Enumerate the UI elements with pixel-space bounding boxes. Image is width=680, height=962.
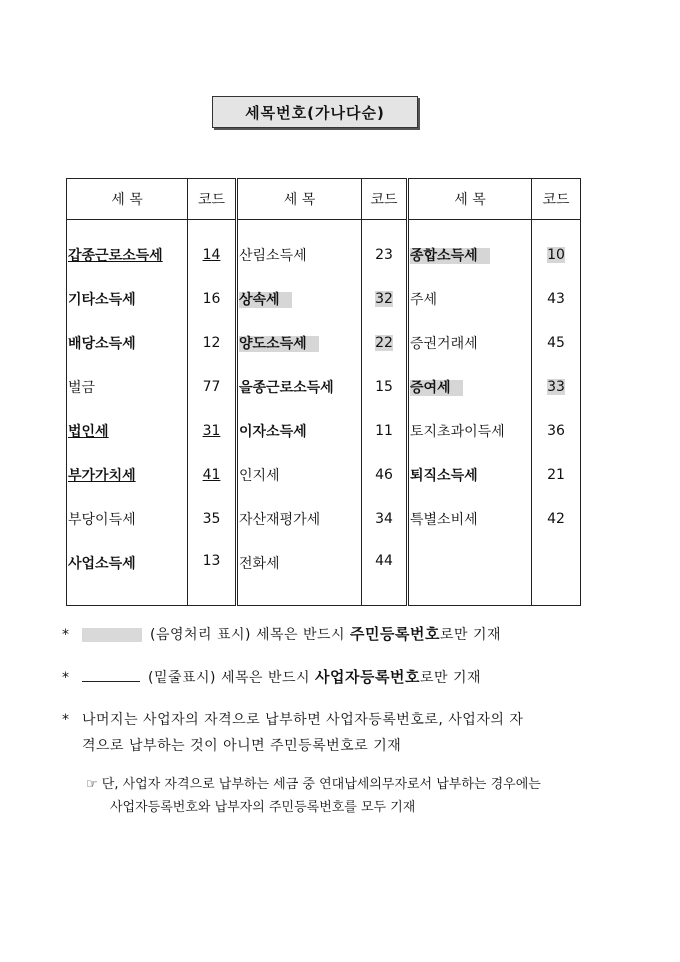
tax-code: 43 [547,291,565,307]
tax-item-name: 자산재평가세 [239,512,321,528]
tax-code: 33 [547,379,565,395]
note-bullet: * [62,670,70,686]
tax-item-name: 종합소득세 [410,248,490,264]
tax-code-cell [188,365,237,409]
note-text: 로만 기재 [419,670,481,686]
tax-code-cell [188,541,237,606]
tax-code-cell [532,321,581,365]
note-bullet: * [62,712,70,728]
tax-code: 22 [375,335,393,351]
tax-code-cell [532,497,581,541]
tax-code-cell [362,541,408,606]
tax-item-name: 인지세 [239,468,280,484]
tax-code-cell [188,453,237,497]
tax-item-name: 을종근로소득세 [239,380,334,396]
tax-code: 36 [547,423,565,439]
tax-item-cell [408,321,532,365]
note-others [62,709,523,729]
tax-code-cell [188,497,237,541]
tax-item-cell [67,409,188,453]
tax-item-cell [237,541,362,606]
tax-code-cell [362,453,408,497]
note-text-cont: 격으로 납부하는 것이 아니면 주민등록번호로 기재 [82,738,402,754]
tax-item-cell [67,277,188,321]
tax-item-cell [408,220,532,278]
tax-code-cell [362,409,408,453]
tax-item-name: 법인세 [68,424,109,440]
tax-item-cell [237,277,362,321]
tax-code-cell [362,321,408,365]
tax-code: 23 [375,246,393,263]
tax-item-cell [237,453,362,497]
tax-code: 34 [375,511,393,527]
note-bullet: * [62,627,70,643]
tax-item-name: 특별소비세 [410,512,478,528]
tax-item-cell [408,365,532,409]
sub-note-text: 단, 사업자 자격으로 납부하는 세금 중 연대납세의무자로서 납부하는 경우에는 [101,777,541,792]
table-row [67,541,581,606]
note-text: 나머지는 사업자의 자격으로 납부하면 사업자등록번호로, 사업자의 자 [82,712,524,728]
tax-item-name: 산림소득세 [239,247,307,264]
tax-item-cell [67,497,188,541]
underline-sample [82,669,140,682]
table-row [67,321,581,365]
tax-code-cell [188,277,237,321]
tax-code: 15 [375,379,393,395]
tax-item-cell [408,277,532,321]
tax-item-name: 사업소득세 [68,556,136,572]
table-row [67,409,581,453]
tax-item-name: 기타소득세 [68,292,136,308]
tax-item-name: 증여세 [410,380,463,396]
tax-item-name: 증권거래세 [410,336,478,352]
tax-item-name: 양도소득세 [239,336,319,352]
tax-item-cell [237,321,362,365]
table-row [67,277,581,321]
tax-code-cell [532,409,581,453]
tax-code-cell [362,277,408,321]
tax-item-name: 이자소득세 [239,424,307,440]
tax-code-cell [532,277,581,321]
tax-code: 77 [202,379,221,395]
tax-item-name: 배당소득세 [68,336,136,352]
tax-code: 21 [547,467,565,483]
table-row [67,365,581,409]
tax-code: 13 [202,553,221,569]
tax-code: 46 [375,467,393,483]
tax-code-cell [532,365,581,409]
note-text: 로만 기재 [439,627,502,643]
tax-code-cell [188,321,237,365]
tax-code: 11 [375,423,393,439]
note-text: (밑줄표시) 세목은 반드시 [148,670,316,686]
hand-point-icon: ☞ [86,777,98,792]
header-tax-item: 세 목 [237,179,362,220]
table-row [67,497,581,541]
tax-code: 45 [547,335,565,351]
sub-note-cont: 사업자등록번호와 납부자의 주민등록번호를 모두 기재 [110,800,416,815]
tax-code-cell [532,220,581,278]
tax-item-name: 주세 [410,292,438,308]
table-row [67,220,581,278]
table-header-row [67,179,581,220]
shade-swatch [82,628,142,642]
page-title: 세목번호(가나다순) [212,96,418,128]
tax-item-cell [237,220,362,278]
note-emphasis: 주민등록번호 [350,625,440,643]
tax-code-cell [362,365,408,409]
tax-item-name: 상속세 [239,292,292,308]
tax-item-name: 부당이득세 [68,512,136,528]
tax-code: 16 [202,291,221,307]
tax-code-cell [532,541,581,606]
tax-code: 10 [547,246,565,263]
tax-item-cell [408,497,532,541]
tax-code: 31 [202,423,221,439]
tax-item-cell [408,409,532,453]
header-tax-item: 세 목 [67,179,188,220]
tax-item-name: 벌금 [68,380,96,396]
tax-code-cell [362,220,408,278]
tax-item-cell [67,541,188,606]
tax-item-name: 퇴직소득세 [410,468,478,484]
note-text: (음영처리 표시) 세목은 반드시 [150,627,351,643]
note-underlined [62,666,481,687]
tax-code-cell [362,497,408,541]
tax-item-cell [237,497,362,541]
header-tax-item: 세 목 [408,179,532,220]
tax-code: 44 [375,553,393,569]
tax-code-cell [188,409,237,453]
tax-code: 14 [202,246,221,263]
tax-item-cell [67,453,188,497]
tax-code: 35 [202,511,221,527]
tax-item-name: 갑종근로소득세 [68,247,163,264]
tax-item-cell [408,541,532,606]
tax-code: 42 [547,511,565,527]
tax-item-cell [67,321,188,365]
tax-code: 41 [202,467,221,483]
tax-item-cell [237,409,362,453]
tax-code-cell [188,220,237,278]
note-emphasis: 사업자등록번호 [315,668,420,686]
table-row [67,453,581,497]
tax-code: 12 [202,335,221,351]
tax-item-cell [408,453,532,497]
tax-code: 32 [375,291,393,307]
tax-item-name: 부가가치세 [68,468,136,484]
tax-item-name: 전화세 [239,556,280,572]
sub-note [86,773,541,792]
tax-code-table [66,178,581,606]
tax-item-cell [237,365,362,409]
header-code: 코드 [188,179,237,220]
tax-item-cell [67,220,188,278]
tax-item-cell [67,365,188,409]
tax-item-name: 토지초과이득세 [410,424,505,440]
header-code: 코드 [532,179,581,220]
tax-code-cell [532,453,581,497]
header-code: 코드 [362,179,408,220]
note-shaded [62,623,501,644]
